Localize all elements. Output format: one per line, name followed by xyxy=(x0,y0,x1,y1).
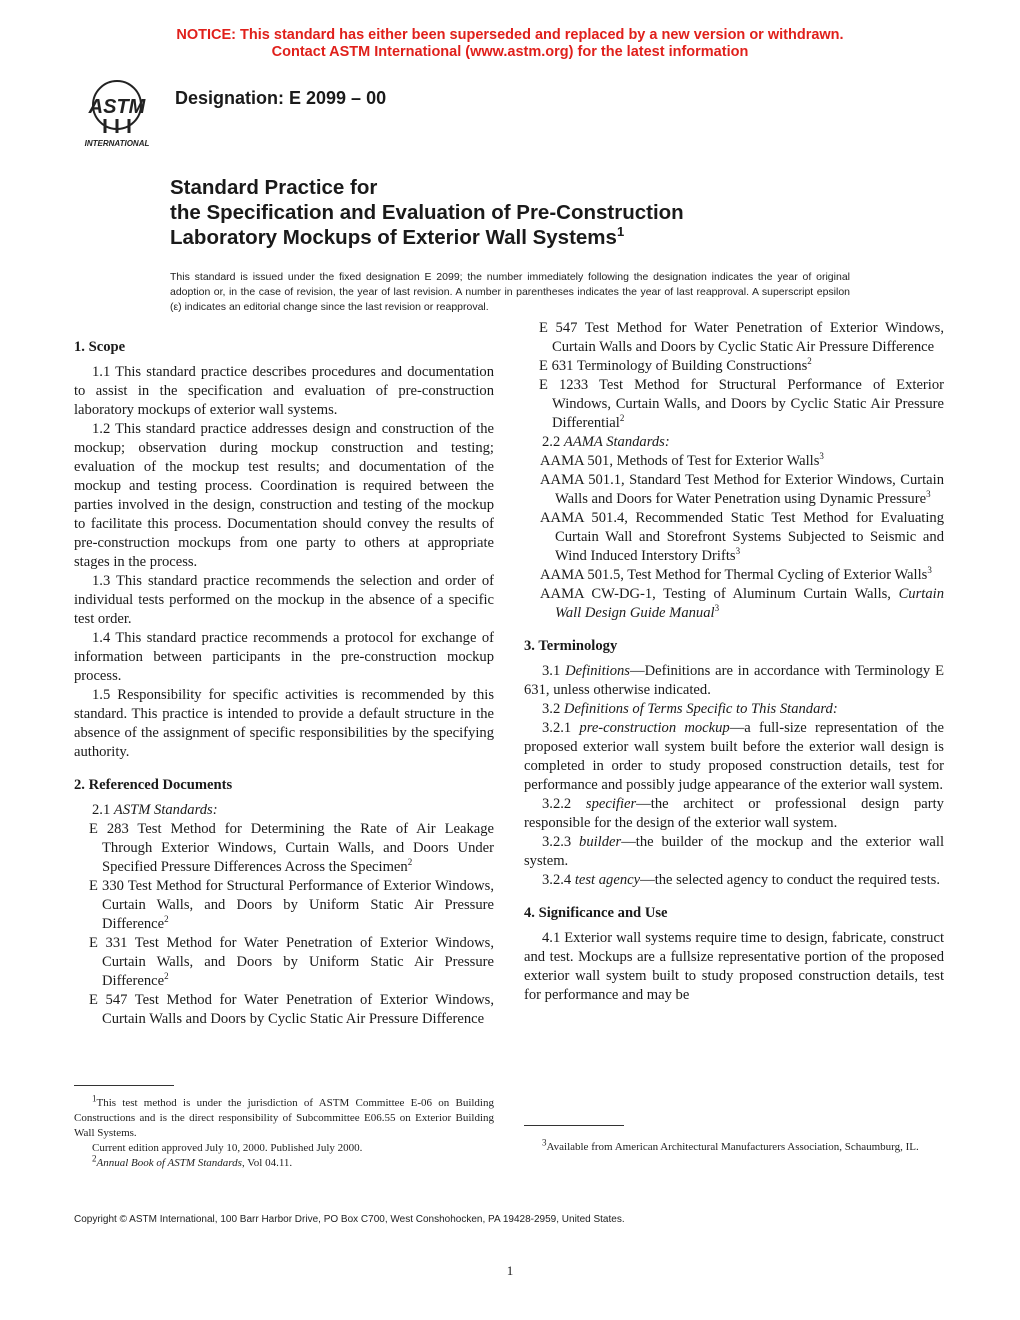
footnotes-right xyxy=(524,1137,944,1155)
referenced-documents-heading: 2. Referenced Documents xyxy=(74,777,233,793)
svg-text:INTERNATIONAL: INTERNATIONAL xyxy=(84,139,150,148)
title-line-3: Laboratory Mockups of Exterior Wall Systems$^1$ xyxy=(170,224,625,249)
document-title xyxy=(170,175,930,250)
para-1-5: 1.5 Responsibility for specific activities is recommended by this standard. This practice is intended to provide a default structure in the absence of the assignment of specific responsibilities by the specifying authority. xyxy=(74,687,494,760)
footnote-3: $^3$Available from American Architectural Manufacturers Association, Schaumburg, IL. xyxy=(542,1137,919,1153)
para-1-2: 1.2 This standard practice addresses design and construction of the mockup; observation during mockup construction and testing; evaluation of the mockup test results; and documentation of the mockup and testing process. Coordination is required between the parties involved in the design, construction and testing of the mockup to facilitate this process. Documentation should convey the results of pre-construction mockups from one party to others at appropriate stages in the process. xyxy=(74,421,494,570)
notice-line-2: Contact ASTM International (www.astm.org) for the latest information xyxy=(271,44,749,60)
scope-heading: 1. Scope xyxy=(74,339,126,355)
left-column xyxy=(74,338,494,1169)
ref-e631: E 631 Terminology of Building Constructions$^2$ xyxy=(539,356,812,374)
footnote-rule xyxy=(74,1085,174,1086)
svg-text:ASTM: ASTM xyxy=(88,96,146,118)
para-2-2: 2.2 AAMA Standards: xyxy=(542,434,670,450)
para-3-2-2: 3.2.2 specifier—the architect or professional design party responsible for the design of the exterior wall system. xyxy=(524,796,944,831)
copyright-line: Copyright © ASTM International, 100 Barr Harbor Drive, PO Box C700, West Conshohocken, PA 19428-2959, United States. xyxy=(74,1214,625,1225)
footnote-1-edition: Current edition approved July 10, 2000. Published July 2000. xyxy=(92,1142,363,1154)
para-3-2-3: 3.2.3 builder—the builder of the mockup and the exterior wall system. xyxy=(524,834,945,869)
ref-e1233: E 1233 Test Method for Structural Performance of Exterior Windows, Curtain Walls, and Doors by Cyclic Static Air Pressure Differential$^2$ xyxy=(539,377,944,431)
title-line-2: the Specification and Evaluation of Pre-Construction xyxy=(170,201,684,224)
ref-e330: E 330 Test Method for Structural Performance of Exterior Windows, Curtain Walls, and Doors by Uniform Static Air Pressure Difference$^2$ xyxy=(89,878,494,932)
para-3-1: 3.1 Definitions—Definitions are in accordance with Terminology E 631, unless otherwise indicated. xyxy=(524,663,944,698)
ref-aama-501-5: AAMA 501.5, Test Method for Thermal Cycling of Exterior Walls$^3$ xyxy=(540,565,932,583)
withdrawal-notice xyxy=(0,27,1020,61)
ref-aama-501-4: AAMA 501.4, Recommended Static Test Method for Evaluating Curtain Wall and Storefront Systems Subjected to Seismic and Wind Induced Interstory Drifts$^3$ xyxy=(540,510,944,564)
ref-e547-continued: E 547 Test Method for Water Penetration of Exterior Windows, Curtain Walls and Doors by Cyclic Static Air Pressure Difference xyxy=(539,320,944,355)
ref-e331: E 331 Test Method for Water Penetration of Exterior Windows, Curtain Walls, and Doors by Uniform Static Air Pressure Difference$^2$ xyxy=(89,935,494,989)
ref-e283: E 283 Test Method for Determining the Rate of Air Leakage Through Exterior Windows, Curtain Walls, and Doors Under Specified Pressure Differences Across the Specimen$^2$ xyxy=(89,821,494,875)
para-3-2-4: 3.2.4 test agency—the selected agency to conduct the required tests. xyxy=(542,872,940,888)
astm-logo-icon xyxy=(72,75,162,151)
ref-aama-cw-dg-1: AAMA CW-DG-1, Testing of Aluminum Curtain Walls, Curtain Wall Design Guide Manual$^3$ xyxy=(540,586,944,621)
page-number: 1 xyxy=(506,1263,514,1278)
para-1-3: 1.3 This standard practice recommends the selection and order of individual tests performed on the mockup in the absence of a specific test order. xyxy=(74,573,494,627)
ref-aama-501: AAMA 501, Methods of Test for Exterior Walls$^3$ xyxy=(540,451,824,469)
standard-intro: This standard is issued under the fixed designation E 2099; the number immediately following the designation indicates the year of original adoption or, in the case of revision, the year of last revision. A number in parentheses indicates the year of last reapproval. A superscript epsilon (ε) indicates an editorial change since the last revision or reapproval. xyxy=(170,271,850,313)
para-1-1: 1.1 This standard practice describes procedures and documentation to assist in the specification and evaluation of pre-construction laboratory mockups of exterior wall systems. xyxy=(74,364,494,418)
terminology-heading: 3. Terminology xyxy=(524,638,618,654)
para-3-2: 3.2 Definitions of Terms Specific to This Standard: xyxy=(542,701,838,717)
para-1-4: 1.4 This standard practice recommends a protocol for exchange of information between participants in the pre-construction mockup process. xyxy=(74,630,494,684)
notice-line-1: NOTICE: This standard has either been superseded and replaced by a new version or withdrawn. xyxy=(176,27,844,43)
significance-heading: 4. Significance and Use xyxy=(524,905,668,921)
title-line-1: Standard Practice for xyxy=(170,176,378,199)
footnotes-left xyxy=(74,1093,494,1171)
footnote-rule-right xyxy=(524,1125,624,1126)
para-2-1: 2.1 ASTM Standards: xyxy=(92,802,218,818)
para-3-2-1: 3.2.1 pre-construction mockup—a full-size representation of the proposed exterior wall system built before the exterior wall design is completed in order to study proposed construction details, test for performance and possibly judge appearance of the exterior wall system. xyxy=(524,720,944,793)
ref-aama-501-1: AAMA 501.1, Standard Test Method for Exterior Windows, Curtain Walls and Doors for Water Penetration using Dynamic Pressure$^3$ xyxy=(540,472,944,507)
footnote-2: $^2$Annual Book of ASTM Standards, Vol 04.11. xyxy=(92,1153,293,1169)
ref-e547-start: E 547 Test Method for Water Penetration of Exterior Windows, Curtain Walls and Doors by Cyclic Static Air Pressure Difference xyxy=(89,992,494,1027)
right-column xyxy=(524,320,945,1153)
title-footnote-mark: 1 xyxy=(616,224,625,240)
footnote-1: $^1$This test method is under the jurisdiction of ASTM Committee E-06 on Building Constructions and is the direct responsibility of Subcommittee E06.55 on Exterior Building Wall Systems. xyxy=(74,1093,494,1139)
designation: Designation: E 2099 – 00 xyxy=(175,88,387,108)
para-4-1: 4.1 Exterior wall systems require time to design, fabricate, construct and test. Mockups are a fullsize representative portion of the proposed exterior wall system built to study proposed construction details, test for performance and may be xyxy=(524,930,944,1003)
